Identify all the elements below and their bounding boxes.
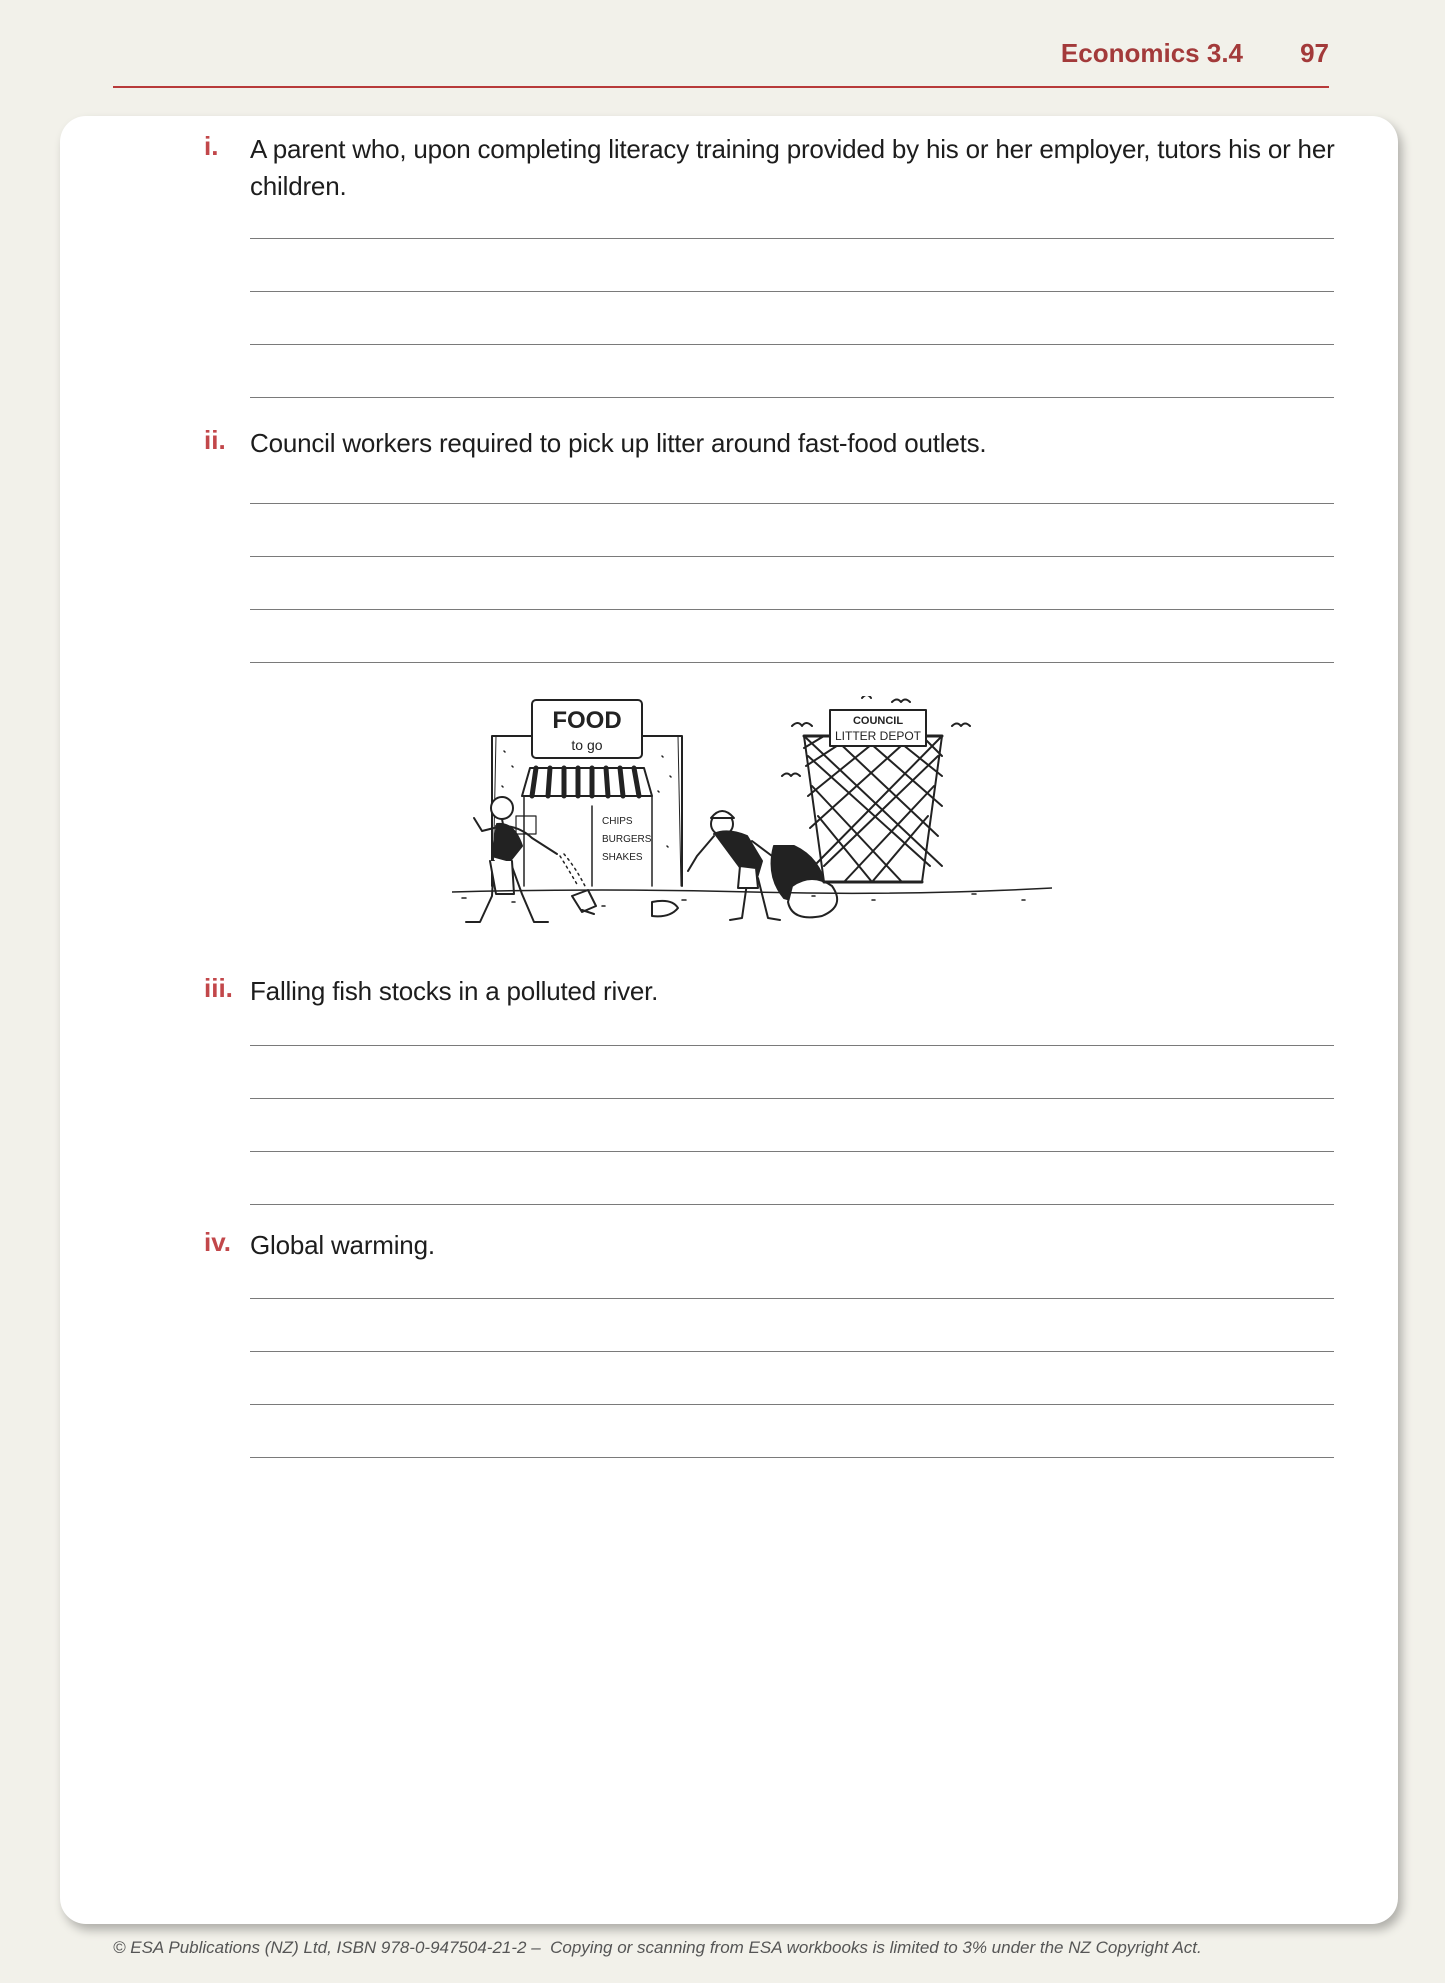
worksheet-panel bbox=[60, 116, 1398, 1924]
answer-line[interactable] bbox=[250, 1098, 1334, 1099]
page-header bbox=[113, 34, 1329, 88]
menu-item: CHIPS bbox=[602, 816, 633, 827]
answer-line[interactable] bbox=[250, 1204, 1334, 1205]
answer-line[interactable] bbox=[250, 503, 1334, 504]
question-text: Falling fish stocks in a polluted river. bbox=[250, 976, 659, 1006]
copyright-footer: © ESA Publications (NZ) Ltd, ISBN 978-0-947504-21-2 – Copying or scanning from ESA workbooks is limited to 3% under the NZ Copyright Act. bbox=[113, 1938, 1202, 1957]
answer-line[interactable] bbox=[250, 397, 1334, 398]
answer-line[interactable] bbox=[250, 609, 1334, 610]
question-number: i. bbox=[204, 131, 219, 161]
answer-line[interactable] bbox=[250, 1351, 1334, 1352]
answer-line[interactable] bbox=[250, 238, 1334, 239]
answer-line[interactable] bbox=[250, 1151, 1334, 1152]
question-text: A parent who, upon completing literacy training provided by his or her employer, tutors his or her children. bbox=[250, 134, 1335, 201]
question-number: iv. bbox=[204, 1227, 231, 1257]
question-text: Global warming. bbox=[250, 1230, 435, 1260]
answer-line[interactable] bbox=[250, 1404, 1334, 1405]
page-number: 97 bbox=[1300, 38, 1329, 68]
question-number: ii. bbox=[204, 425, 226, 455]
litter-cartoon-illustration bbox=[452, 696, 1052, 946]
answer-line[interactable] bbox=[250, 291, 1334, 292]
answer-line[interactable] bbox=[250, 344, 1334, 345]
question-text: Council workers required to pick up litter around fast-food outlets. bbox=[250, 428, 987, 458]
answer-line[interactable] bbox=[250, 556, 1334, 557]
answer-line[interactable] bbox=[250, 1457, 1334, 1458]
question-number: iii. bbox=[204, 973, 233, 1003]
answer-line[interactable] bbox=[250, 1045, 1334, 1046]
depot-sign-line1: COUNCIL bbox=[852, 715, 904, 727]
shop-sign-text: FOOD bbox=[552, 707, 622, 734]
menu-item: SHAKES bbox=[602, 852, 643, 863]
menu-item: BURGERS bbox=[602, 834, 652, 845]
answer-line[interactable] bbox=[250, 1298, 1334, 1299]
answer-line[interactable] bbox=[250, 662, 1334, 663]
depot-sign-line2: LITTER DEPOT bbox=[834, 729, 922, 743]
shop-sign-subtext: to go bbox=[571, 737, 603, 753]
section-label: Economics 3.4 bbox=[1060, 38, 1243, 68]
